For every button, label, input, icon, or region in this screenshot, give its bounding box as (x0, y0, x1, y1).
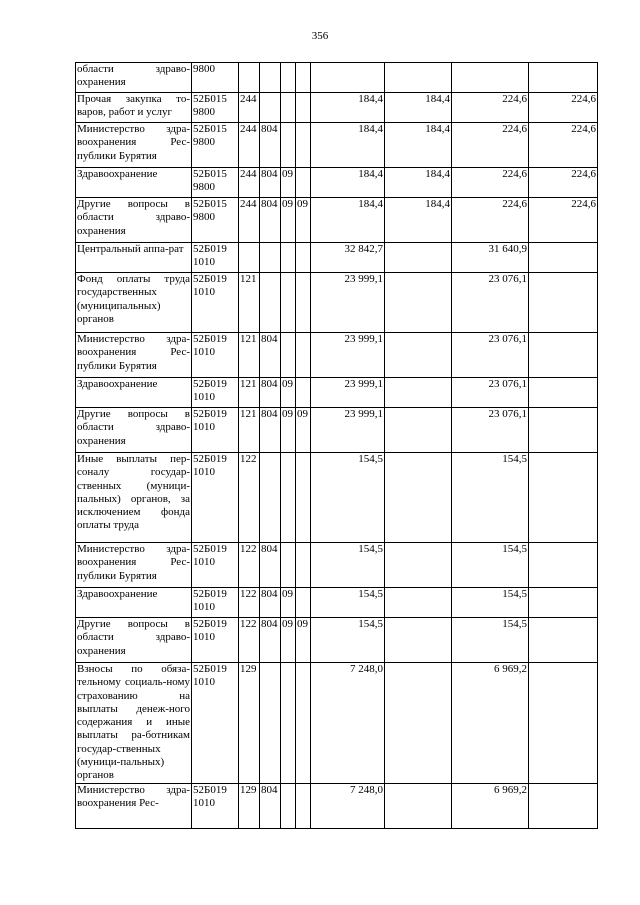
row-name-cell: Другие вопросы в области здраво-охранения (76, 618, 192, 663)
table-row (76, 378, 598, 408)
table-row (76, 243, 598, 273)
row-name-cell: Иные выплаты пер-соналу государ-ственных (муници-пальных) органов, за исключением фонда оплаты труда (76, 453, 192, 543)
target-code-cell: 9800 (192, 63, 239, 93)
row-name-cell: Здравоохранение (76, 588, 192, 618)
target-code-cell: 52Б019 1010 (192, 273, 239, 333)
expense-type-cell: 129 (239, 783, 260, 828)
amount-2-cell (385, 333, 452, 378)
target-code-cell: 52Б019 1010 (192, 408, 239, 453)
subsection-cell: 09 (296, 408, 311, 453)
amount-3-cell: 23 076,1 (452, 378, 529, 408)
section-cell (281, 453, 296, 543)
expense-type-cell: 122 (239, 588, 260, 618)
row-name-cell: Взносы по обяза-тельному социаль-ному страхованию на выплаты денеж-ного содержания и иные выплаты ра-ботникам государ-ственных (муници-пальных) органов (77, 663, 190, 782)
ministry-code-cell (260, 453, 281, 543)
target-code-cell: 52Б015 9800 (192, 123, 239, 168)
amount-3-cell: 23 076,1 (452, 333, 529, 378)
amount-4-cell (529, 333, 598, 378)
amount-3-cell: 224,6 (452, 123, 529, 168)
section-cell (281, 273, 296, 333)
amount-2-cell: 184,4 (385, 123, 452, 168)
row-name-cell: Прочая закупка то-варов, работ и услуг (76, 93, 192, 123)
amount-3-cell: 23 076,1 (452, 273, 529, 333)
target-code-cell: 52Б019 1010 (192, 453, 239, 543)
expense-type-cell (239, 243, 260, 273)
amount-3-cell: 6 969,2 (452, 663, 529, 784)
ministry-code-cell (260, 273, 281, 333)
table-row (76, 663, 598, 784)
expense-type-cell: 244 (239, 198, 260, 243)
amount-2-cell (385, 243, 452, 273)
amount-3-cell (452, 63, 529, 93)
amount-3-cell: 23 076,1 (452, 408, 529, 453)
section-cell: 09 (281, 618, 296, 663)
subsection-cell (296, 663, 311, 784)
amount-1-cell: 184,4 (311, 93, 385, 123)
section-cell (281, 333, 296, 378)
amount-2-cell (385, 663, 452, 784)
amount-2-cell: 184,4 (385, 198, 452, 243)
target-code-cell: 52Б015 9800 (192, 198, 239, 243)
subsection-cell (296, 588, 311, 618)
row-name-cell: Другие вопросы в области здраво-охранения (76, 408, 192, 453)
amount-2-cell (385, 378, 452, 408)
amount-1-cell: 184,4 (311, 168, 385, 198)
amount-4-cell (529, 543, 598, 588)
expense-type-cell: 121 (239, 408, 260, 453)
row-name-cell: Министерство здра-воохранения Рес-публики Бурятия (76, 543, 192, 588)
amount-4-cell: 224,6 (529, 93, 598, 123)
section-cell (281, 123, 296, 168)
target-code-cell: 52Б019 1010 (192, 243, 239, 273)
table-row (76, 168, 598, 198)
ministry-code-cell: 804 (260, 198, 281, 243)
table-row (76, 333, 598, 378)
amount-4-cell (529, 378, 598, 408)
budget-table (75, 62, 598, 829)
expense-type-cell: 122 (239, 618, 260, 663)
subsection-cell (296, 273, 311, 333)
row-name-cell: Другие вопросы в области здраво-охранения (76, 198, 192, 243)
section-cell: 09 (281, 168, 296, 198)
section-cell (281, 543, 296, 588)
section-cell: 09 (281, 588, 296, 618)
expense-type-cell: 121 (239, 273, 260, 333)
row-name-cell: Центральный аппа-рат (76, 243, 192, 273)
amount-4-cell (529, 618, 598, 663)
subsection-cell (296, 333, 311, 378)
amount-2-cell (385, 618, 452, 663)
row-name-cell: Министерство здра-воохранения Рес-публики Бурятия (76, 123, 192, 168)
ministry-code-cell: 804 (260, 588, 281, 618)
amount-4-cell (529, 588, 598, 618)
expense-type-cell: 121 (239, 333, 260, 378)
amount-4-cell (529, 783, 598, 828)
amount-1-cell: 7 248,0 (311, 663, 385, 784)
amount-2-cell (385, 453, 452, 543)
target-code-cell: 52Б019 1010 (192, 588, 239, 618)
subsection-cell (296, 243, 311, 273)
amount-1-cell: 154,5 (311, 453, 385, 543)
subsection-cell: 09 (296, 618, 311, 663)
section-cell: 09 (281, 378, 296, 408)
amount-4-cell (529, 663, 598, 784)
amount-1-cell: 154,5 (311, 618, 385, 663)
target-code-cell: 52Б019 1010 (192, 378, 239, 408)
target-code-cell: 52Б019 1010 (192, 618, 239, 663)
amount-4-cell (529, 273, 598, 333)
table-row (76, 63, 598, 93)
amount-2-cell: 184,4 (385, 93, 452, 123)
target-code-cell: 52Б015 9800 (192, 168, 239, 198)
amount-2-cell (385, 273, 452, 333)
amount-1-cell: 184,4 (311, 198, 385, 243)
amount-2-cell: 184,4 (385, 168, 452, 198)
amount-2-cell (385, 408, 452, 453)
amount-4-cell (529, 453, 598, 543)
amount-3-cell: 154,5 (452, 618, 529, 663)
target-code-cell: 52Б019 1010 (192, 663, 239, 784)
ministry-code-cell: 804 (260, 408, 281, 453)
table-row (76, 408, 598, 453)
ministry-code-cell (260, 63, 281, 93)
row-name-cell: Здравоохранение (76, 168, 192, 198)
expense-type-cell: 122 (239, 543, 260, 588)
expense-type-cell: 122 (239, 453, 260, 543)
amount-1-cell: 23 999,1 (311, 378, 385, 408)
amount-2-cell (385, 783, 452, 828)
target-code-cell: 52Б019 1010 (192, 333, 239, 378)
ministry-code-cell (260, 663, 281, 784)
table-row (76, 618, 598, 663)
amount-3-cell: 224,6 (452, 198, 529, 243)
table-row (76, 453, 598, 543)
target-code-cell: 52Б019 1010 (192, 783, 239, 828)
table-row (76, 93, 598, 123)
amount-4-cell: 224,6 (529, 168, 598, 198)
amount-1-cell: 184,4 (311, 123, 385, 168)
target-code-cell: 52Б019 1010 (192, 543, 239, 588)
table-row (76, 783, 598, 828)
page-number: 356 (311, 30, 329, 42)
amount-3-cell: 154,5 (452, 453, 529, 543)
amount-4-cell (529, 408, 598, 453)
amount-2-cell (385, 63, 452, 93)
table-row (76, 543, 598, 588)
amount-1-cell (311, 63, 385, 93)
amount-1-cell: 23 999,1 (311, 273, 385, 333)
amount-3-cell: 6 969,2 (452, 783, 529, 828)
amount-1-cell: 7 248,0 (311, 783, 385, 828)
section-cell (281, 93, 296, 123)
ministry-code-cell: 804 (260, 783, 281, 828)
amount-4-cell (529, 63, 598, 93)
amount-1-cell: 154,5 (311, 588, 385, 618)
amount-2-cell (385, 588, 452, 618)
expense-type-cell: 121 (239, 378, 260, 408)
amount-4-cell (529, 243, 598, 273)
ministry-code-cell: 804 (260, 618, 281, 663)
row-name-cell: Министерство здра-воохранения Рес- (76, 783, 192, 828)
subsection-cell (296, 168, 311, 198)
subsection-cell (296, 783, 311, 828)
section-cell (281, 63, 296, 93)
subsection-cell: 09 (296, 198, 311, 243)
amount-3-cell: 31 640,9 (452, 243, 529, 273)
amount-3-cell: 154,5 (452, 543, 529, 588)
row-name-cell: Фонд оплаты труда государственных (муниципальных) органов (76, 273, 192, 333)
expense-type-cell (239, 63, 260, 93)
amount-2-cell (385, 543, 452, 588)
subsection-cell (296, 453, 311, 543)
ministry-code-cell: 804 (260, 378, 281, 408)
amount-4-cell: 224,6 (529, 123, 598, 168)
section-cell (281, 663, 296, 784)
row-name-cell: Министерство здра-воохранения Рес-публики Бурятия (76, 333, 192, 378)
row-name-cell: Здравоохранение (76, 378, 192, 408)
ministry-code-cell: 804 (260, 123, 281, 168)
section-cell (281, 783, 296, 828)
amount-4-cell: 224,6 (529, 198, 598, 243)
subsection-cell (296, 123, 311, 168)
amount-1-cell: 32 842,7 (311, 243, 385, 273)
ministry-code-cell: 804 (260, 543, 281, 588)
subsection-cell (296, 378, 311, 408)
expense-type-cell: 129 (239, 663, 260, 784)
amount-3-cell: 224,6 (452, 168, 529, 198)
ministry-code-cell: 804 (260, 168, 281, 198)
table-row (76, 198, 598, 243)
ministry-code-cell: 804 (260, 333, 281, 378)
section-cell (281, 243, 296, 273)
row-name-cell: области здраво-охранения (76, 63, 192, 93)
subsection-cell (296, 543, 311, 588)
table-row (76, 273, 598, 333)
section-cell: 09 (281, 408, 296, 453)
expense-type-cell: 244 (239, 168, 260, 198)
amount-1-cell: 154,5 (311, 543, 385, 588)
expense-type-cell: 244 (239, 123, 260, 168)
amount-1-cell: 23 999,1 (311, 408, 385, 453)
target-code-cell: 52Б015 9800 (192, 93, 239, 123)
expense-type-cell: 244 (239, 93, 260, 123)
amount-3-cell: 224,6 (452, 93, 529, 123)
amount-1-cell: 23 999,1 (311, 333, 385, 378)
table-row (76, 123, 598, 168)
section-cell: 09 (281, 198, 296, 243)
subsection-cell (296, 93, 311, 123)
ministry-code-cell (260, 93, 281, 123)
ministry-code-cell (260, 243, 281, 273)
subsection-cell (296, 63, 311, 93)
amount-3-cell: 154,5 (452, 588, 529, 618)
table-row (76, 588, 598, 618)
